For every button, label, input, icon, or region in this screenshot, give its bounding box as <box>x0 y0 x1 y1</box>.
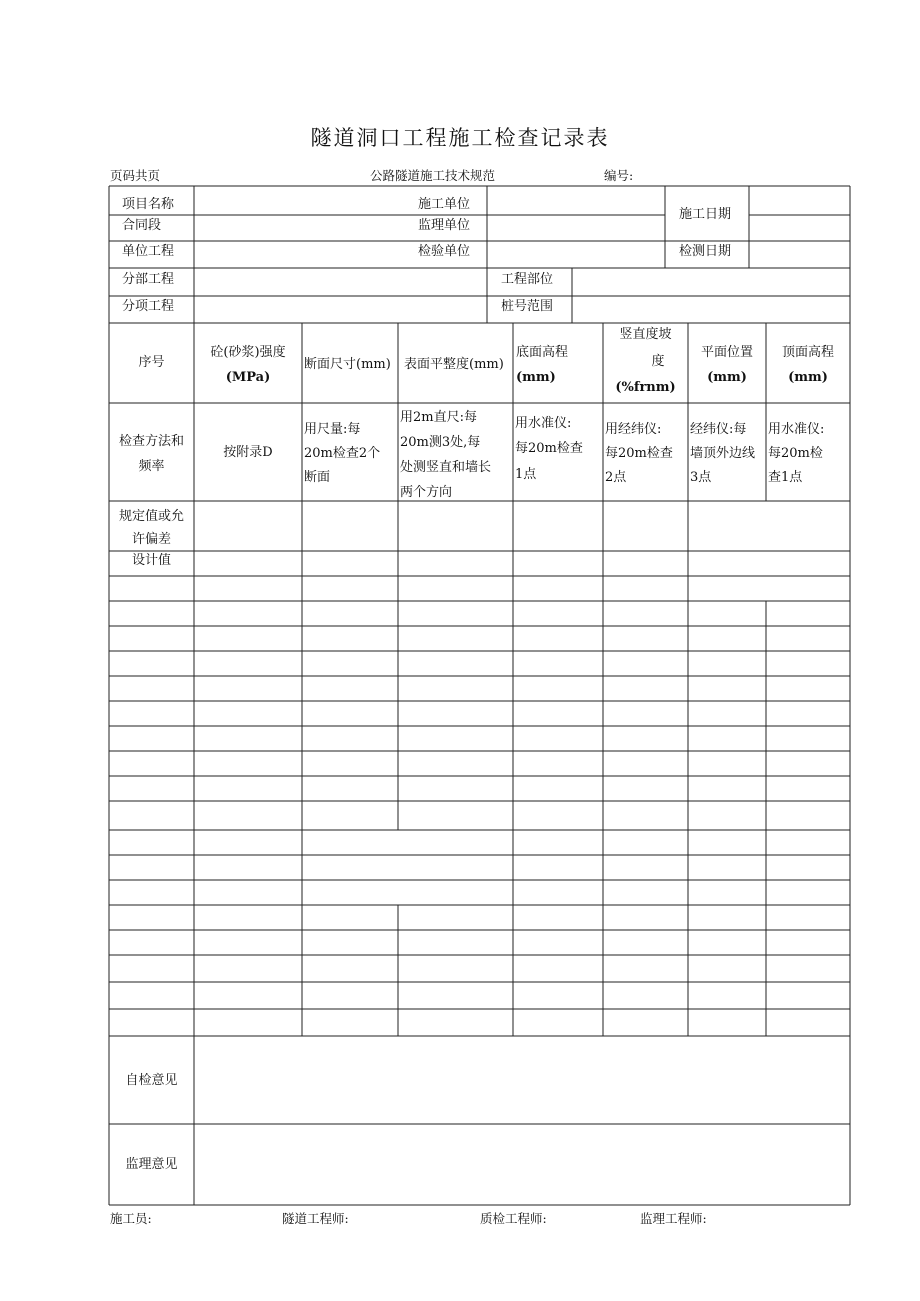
plane-method-2: 墙顶外边线 <box>690 446 756 461</box>
strength-header: 砼(砂浆)强度 <box>210 345 286 360</box>
top-method-2: 每20m检 <box>768 446 823 461</box>
verticality-header-2: 度 <box>651 354 665 369</box>
page-title: 隧道洞口工程施工检查记录表 <box>310 126 610 150</box>
tolerance-label: 规定值或允 <box>118 509 184 524</box>
construction-unit-label: 施工单位 <box>418 197 471 212</box>
project-name-label: 项目名称 <box>122 197 175 212</box>
serial-number-label: 编号: <box>604 168 634 183</box>
plane-method-1: 经纬仪:每 <box>690 422 747 437</box>
bottom-method-2: 每20m检查 <box>515 441 583 456</box>
division-project-label: 分部工程 <box>122 272 175 287</box>
supervision-opinion-label: 监理意见 <box>125 1157 178 1172</box>
project-location-label: 工程部位 <box>501 272 554 287</box>
section-method-1: 用尺量:每 <box>304 422 361 437</box>
item-project-label: 分项工程 <box>122 299 175 314</box>
strength-unit: (MPa) <box>225 370 271 385</box>
bottom-elevation-unit: (mm) <box>516 370 556 385</box>
vertical-method-2: 每20m检查 <box>605 446 673 461</box>
strength-method: 按附录D <box>223 445 273 460</box>
unit-project-label: 单位工程 <box>122 244 175 259</box>
tunnel-engineer-signature-label: 隧道工程师: <box>282 1211 349 1226</box>
section-method-2: 20m检查2个 <box>304 446 381 461</box>
bottom-elevation-header: 底面高程 <box>516 345 569 360</box>
construction-date-label: 施工日期 <box>679 207 732 222</box>
vertical-method-3: 2点 <box>605 470 627 485</box>
tolerance-label-2: 许偏差 <box>131 532 171 547</box>
station-range-label: 桩号范围 <box>501 299 554 314</box>
self-check-label: 自检意见 <box>125 1073 178 1088</box>
supervision-engineer-signature-label: 监理工程师: <box>640 1211 707 1226</box>
plane-position-header: 平面位置 <box>700 345 753 360</box>
flatness-method-4: 两个方向 <box>400 485 453 500</box>
top-method-1: 用水准仪: <box>768 422 825 437</box>
section-size-header: 断面尺寸(mm) <box>304 357 391 372</box>
seq-header: 序号 <box>138 355 165 370</box>
verticality-header: 竖直度坡 <box>619 327 672 342</box>
standard-reference: 公路隧道施工技术规范 <box>370 168 496 183</box>
supervision-unit-label: 监理单位 <box>418 218 471 233</box>
verticality-unit: (%frnm) <box>615 380 676 395</box>
design-value-label: 设计值 <box>131 553 171 568</box>
method-label: 检查方法和 <box>118 434 184 449</box>
page-count: 页码共页 <box>110 168 161 183</box>
flatness-method-1: 用2m直尺:每 <box>400 410 477 425</box>
flatness-header: 表面平整度(mm) <box>404 357 504 372</box>
inspection-unit-label: 检验单位 <box>418 244 471 259</box>
top-elevation-unit: (mm) <box>788 370 828 385</box>
top-method-3: 查1点 <box>768 470 803 485</box>
qc-engineer-signature-label: 质检工程师: <box>480 1211 547 1226</box>
top-elevation-header: 顶面高程 <box>781 345 834 360</box>
contract-section-label: 合同段 <box>122 218 162 233</box>
section-method-3: 断面 <box>304 470 331 485</box>
inspection-date-label: 检测日期 <box>679 244 732 259</box>
worker-signature-label: 施工员: <box>110 1211 152 1226</box>
flatness-method-3: 处测竖直和墙长 <box>400 460 492 475</box>
bottom-method-3: 1点 <box>515 467 537 482</box>
plane-position-unit: (mm) <box>707 370 747 385</box>
bottom-method-1: 用水准仪: <box>515 416 572 431</box>
plane-method-3: 3点 <box>690 470 712 485</box>
method-label-2: 频率 <box>138 459 165 474</box>
flatness-method-2: 20m测3处,每 <box>400 435 481 450</box>
vertical-method-1: 用经纬仪: <box>605 422 662 437</box>
